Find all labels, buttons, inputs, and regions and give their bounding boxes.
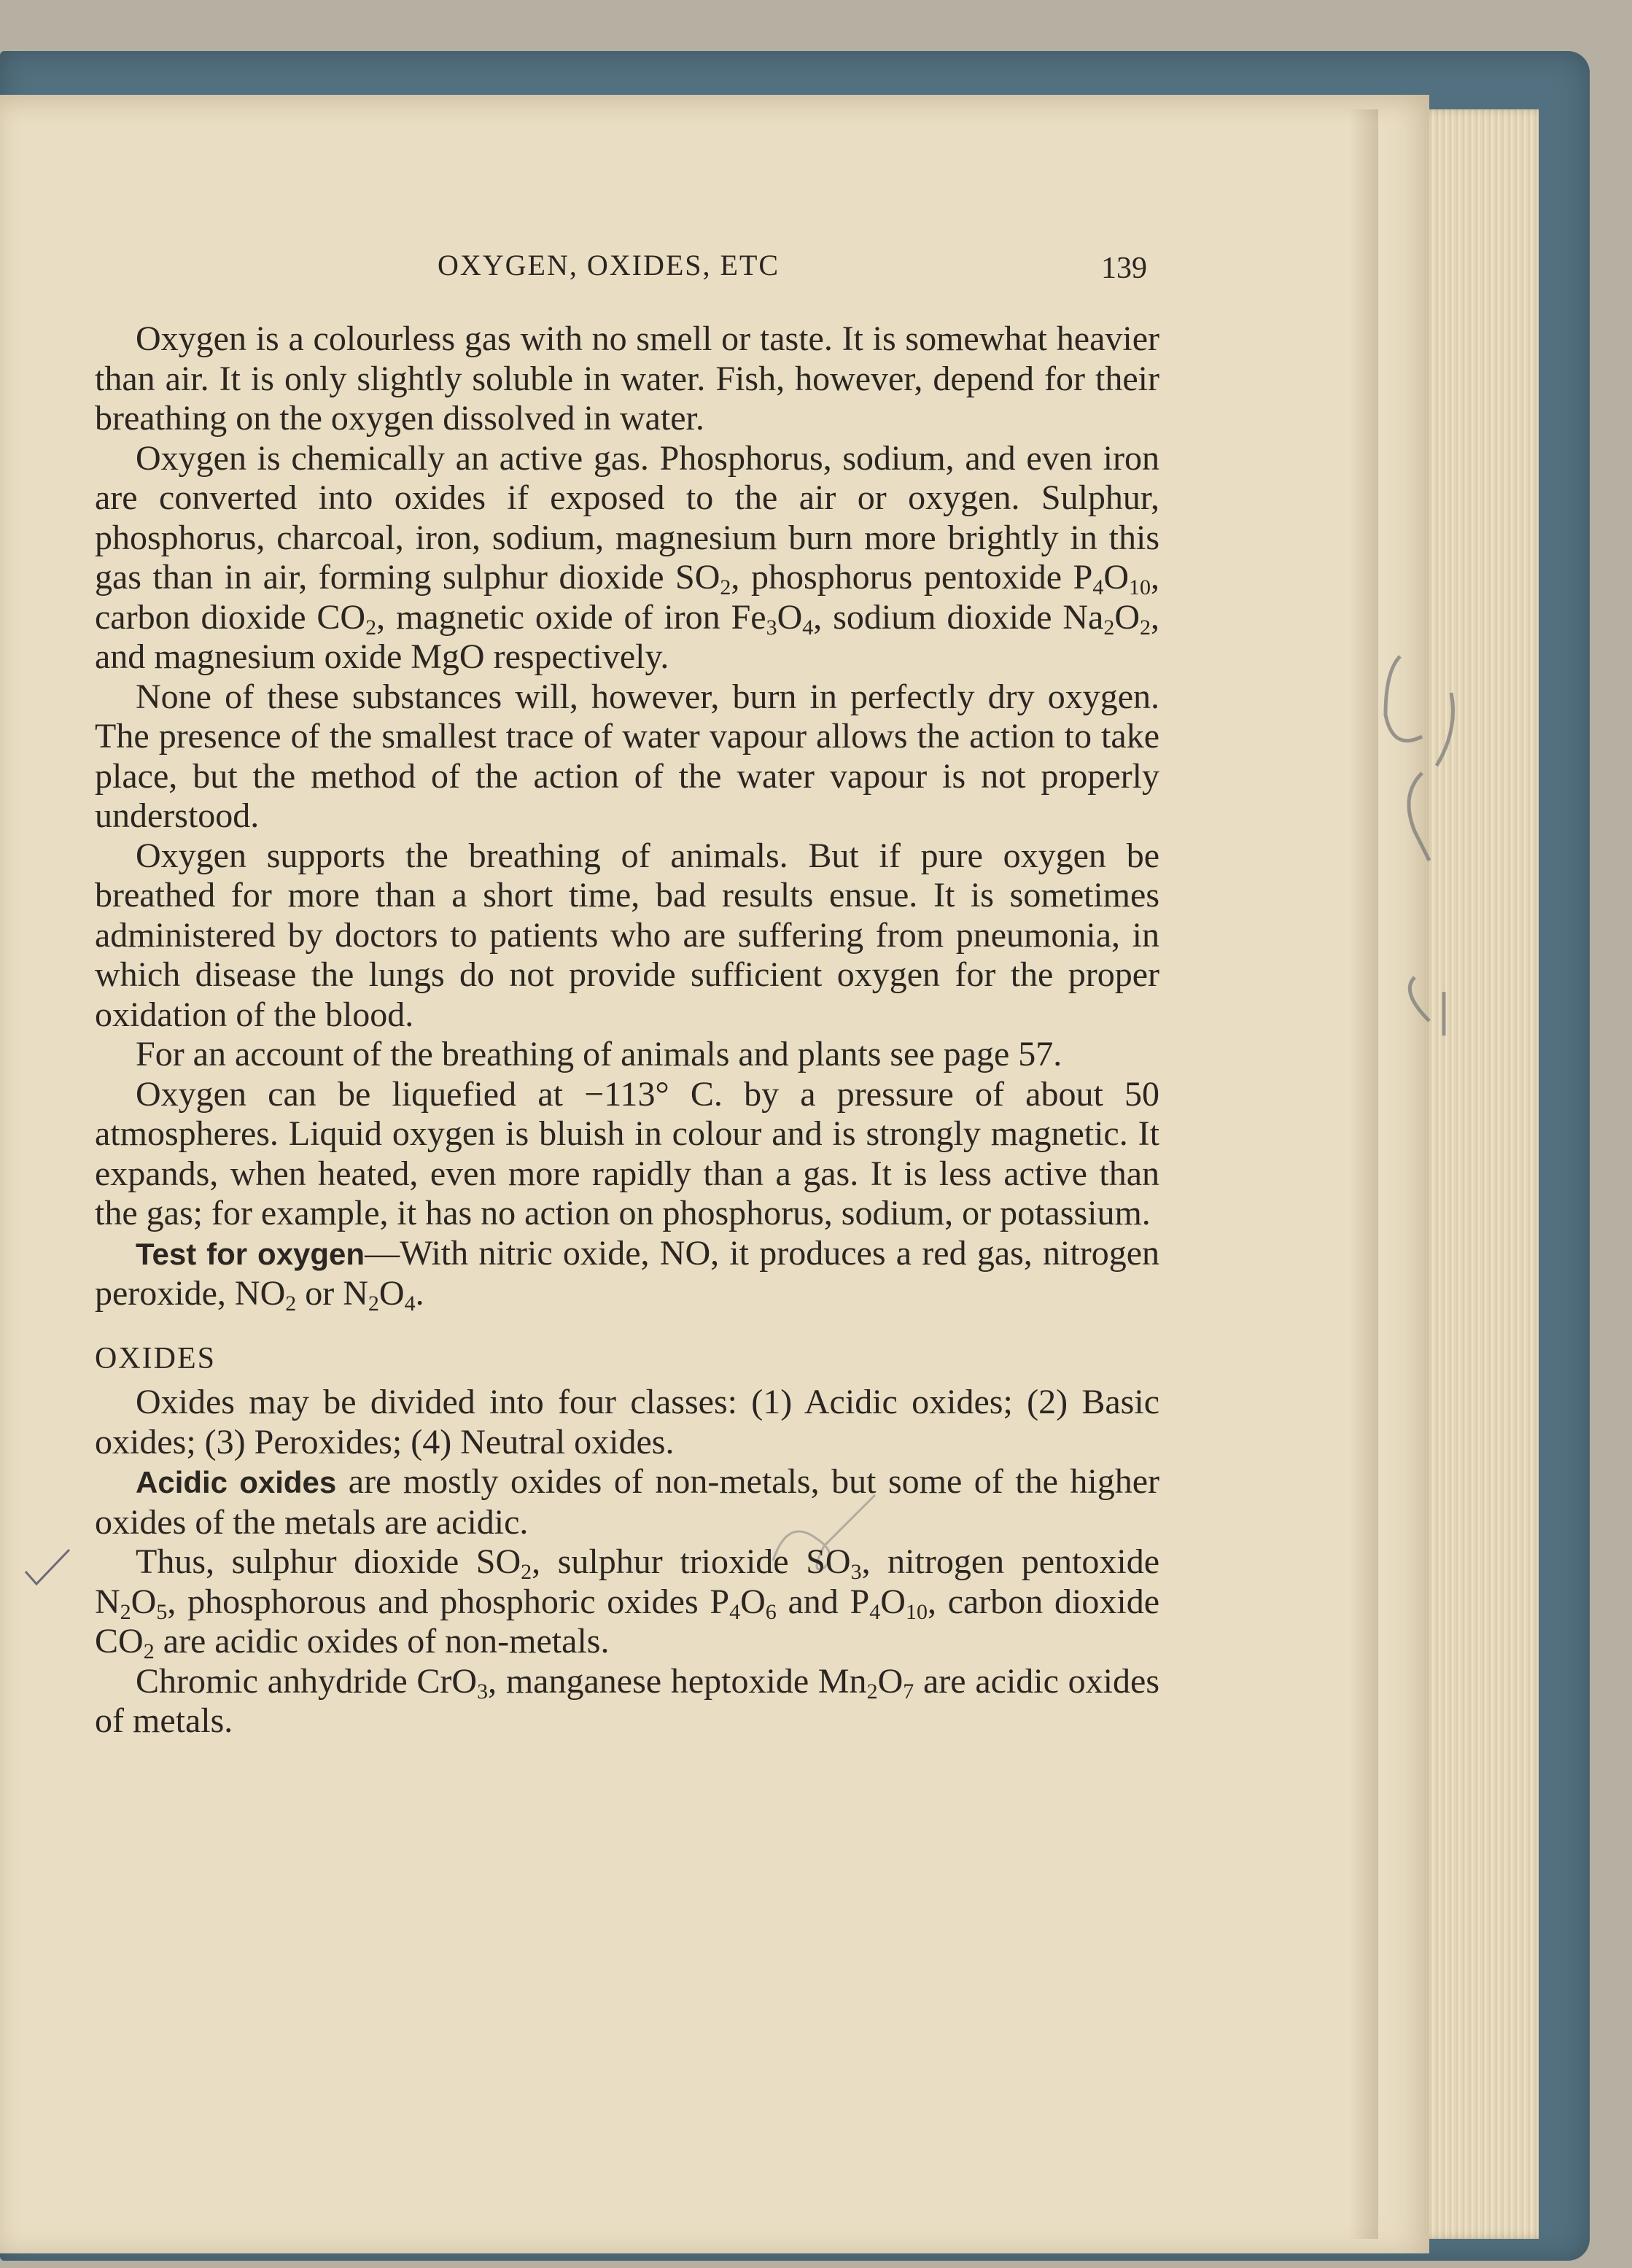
paragraph: Oxygen supports the breathing of animals. But if pure oxygen be breathed for more than a short time, bad results ensue. It is sometimes administered by doctors to patients who are suffering from pneumonia, in which disease the lungs do not provide sufficient oxygen for the proper oxidation of the blood. [95,836,1159,1034]
paragraph: Chromic anhydride CrO$_3$, manganese heptoxide $Mn_2O_7$ are acidic oxides of metals. [95,1661,1160,1740]
paragraph: Oxygen is a colourless gas with no smell or taste. It is somewhat heavier than air. It is only slightly soluble in water. Fish, however, depend for their breathing on the oxygen dissolved in water. [95,319,1159,438]
section-heading: OXIDES [95,1341,216,1375]
paragraph: Oxygen is chemically an active gas. Phosphorus, sodium, and even iron are converted into oxides if exposed to the air or oxygen. Sulphur, phosphorus, charcoal, iron, sodium, magnesium burn more brightly in this gas than in air, forming sulphur dioxide $SO_2$, phosphorus pentoxide $P_4O_{10}$, carbon dioxide $CO_2$, magnetic oxide of iron $Fe_3O_4$, sodium dioxide $Na_2O_2$, and magnesium oxide MgO respectively. [95,438,1160,676]
body-text [95,319,1159,1741]
paragraph: Test for oxygen—With nitric oxide, NO, it produces a red gas, nitrogen peroxide, $NO_2$ or $N_2O_4$. [95,1233,1159,1316]
paragraph: For an account of the breathing of animals and plants see page 57. [136,1035,1062,1073]
margin-pencil-marks [1371,627,1517,1283]
paragraph: Acidic oxides are mostly oxides of non-metals, but some of the higher oxides of the metals are acidic. [95,1462,1159,1542]
paragraph: Oxygen can be liquefied at −113° C. by a pressure of about 50 atmospheres. Liquid oxygen is bluish in colour and is strongly magnetic. It expands, when heated, even more rapidly than a gas. It is less active than the gas; for example, it has no action on phosphorus, sodium, or potassium. [95,1074,1159,1232]
paragraph: Oxides may be divided into four classes: (1) Acidic oxides; (2) Basic oxides; (3) Peroxides; (4) Neutral oxides. [95,1383,1159,1461]
running-head: OXYGEN, OXIDES, ETC [438,249,780,281]
page-number: 139 [1101,252,1147,285]
test-heading: Test for oxygen [136,1236,365,1271]
paragraph: Thus, sulphur dioxide $SO_2$, sulphur trioxide $SO_3$, nitrogen pentoxide $N_2O_5$, phosphorous and phosphoric oxides $P_4O_6$ and $P_4O_{10}$, carbon dioxide $CO_2$ are acidic oxides of non-metals. [95,1542,1160,1663]
paragraph: None of these substances will, however, burn in perfectly dry oxygen. The presence of the smallest trace of water vapour allows the action to take place, but the method of the action of the water vapour is not properly understood. [95,677,1159,835]
checkmark-icon [22,1546,73,1590]
acidic-heading: Acidic oxides [136,1465,337,1499]
